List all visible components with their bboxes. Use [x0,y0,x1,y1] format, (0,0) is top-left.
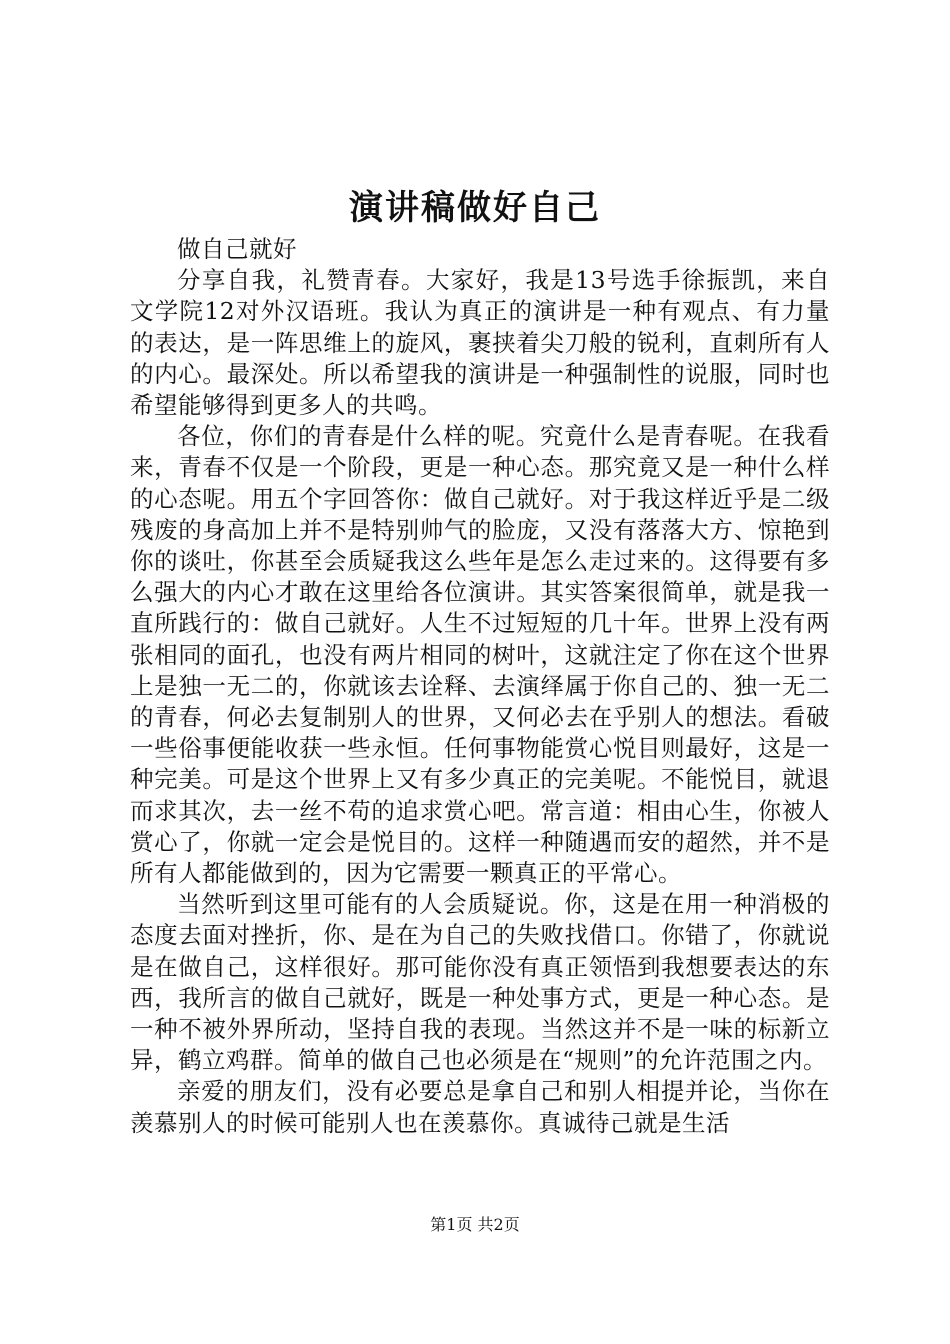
paragraph-subtitle: 做自己就好 [177,235,297,263]
paragraph: 当然听到这里可能有的人会质疑说。你，这是在用一种消极的态度去面对挫折，你、是在为自己的失败找借口。你错了，你就说是在做自己，这样很好。那可能你没有真正领悟到我想要表达的东西，我所言的做自己就好，既是一种处事方式，更是一种心态。是一种不被外界所动，坚持自我的表现。当然这并不是一味的标新立异，鹤立鸡群。简单的做自己也必须是在“规则”的允许范围之内。 [130,890,830,1075]
page-number-footer: 第1页 共2页 [430,1215,520,1234]
document-body [130,234,830,1139]
paragraph: 亲爱的朋友们，没有必要总是拿自己和别人相提并论，当你在羡慕别人的时候可能别人也在羡慕你。真诚待己就是生活 [130,1077,830,1137]
paragraph: 分享自我，礼赞青春。大家好，我是13号选手徐振凯，来自文学院12对外汉语班。我认为真正的演讲是一种有观点、有力量的表达，是一阵思维上的旋风，裹挟着尖刀般的锐利，直刺所有人的内心。最深处。所以希望我的演讲是一种强制性的说服，同时也希望能够得到更多人的共鸣。 [130,266,830,420]
paragraph: 各位，你们的青春是什么样的呢。究竟什么是青春呢。在我看来，青春不仅是一个阶段，更是一种心态。那究竟又是一种什么样的心态呢。用五个字回答你：做自己就好。对于我这样近乎是二级残废的身高加上并不是特别帅气的脸庞，又没有落落大方、惊艳到你的谈吐，你甚至会质疑我这么些年是怎么走过来的。这得要有多么强大的内心才敢在这里给各位演讲。其实答案很简单，就是我一直所践行的：做自己就好。人生不过短短的几十年。世界上没有两张相同的面孔，也没有两片相同的树叶，这就注定了你在这个世界上是独一无二的，你就该去诠释、去演绎属于你自己的、独一无二的青春，何必去复制别人的世界，又何必去在乎别人的想法。看破一些俗事便能收获一些永恒。任何事物能赏心悦目则最好，这是一种完美。可是这个世界上又有多少真正的完美呢。不能悦目，就退而求其次，去一丝不苟的追求赏心吧。常言道：相由心生，你被人赏心了，你就一定会是悦目的。这样一种随遇而安的超然，并不是所有人都能做到的，因为它需要一颗真正的平常心。 [130,422,830,888]
document-title: 演讲稿做好自己 [349,188,601,228]
